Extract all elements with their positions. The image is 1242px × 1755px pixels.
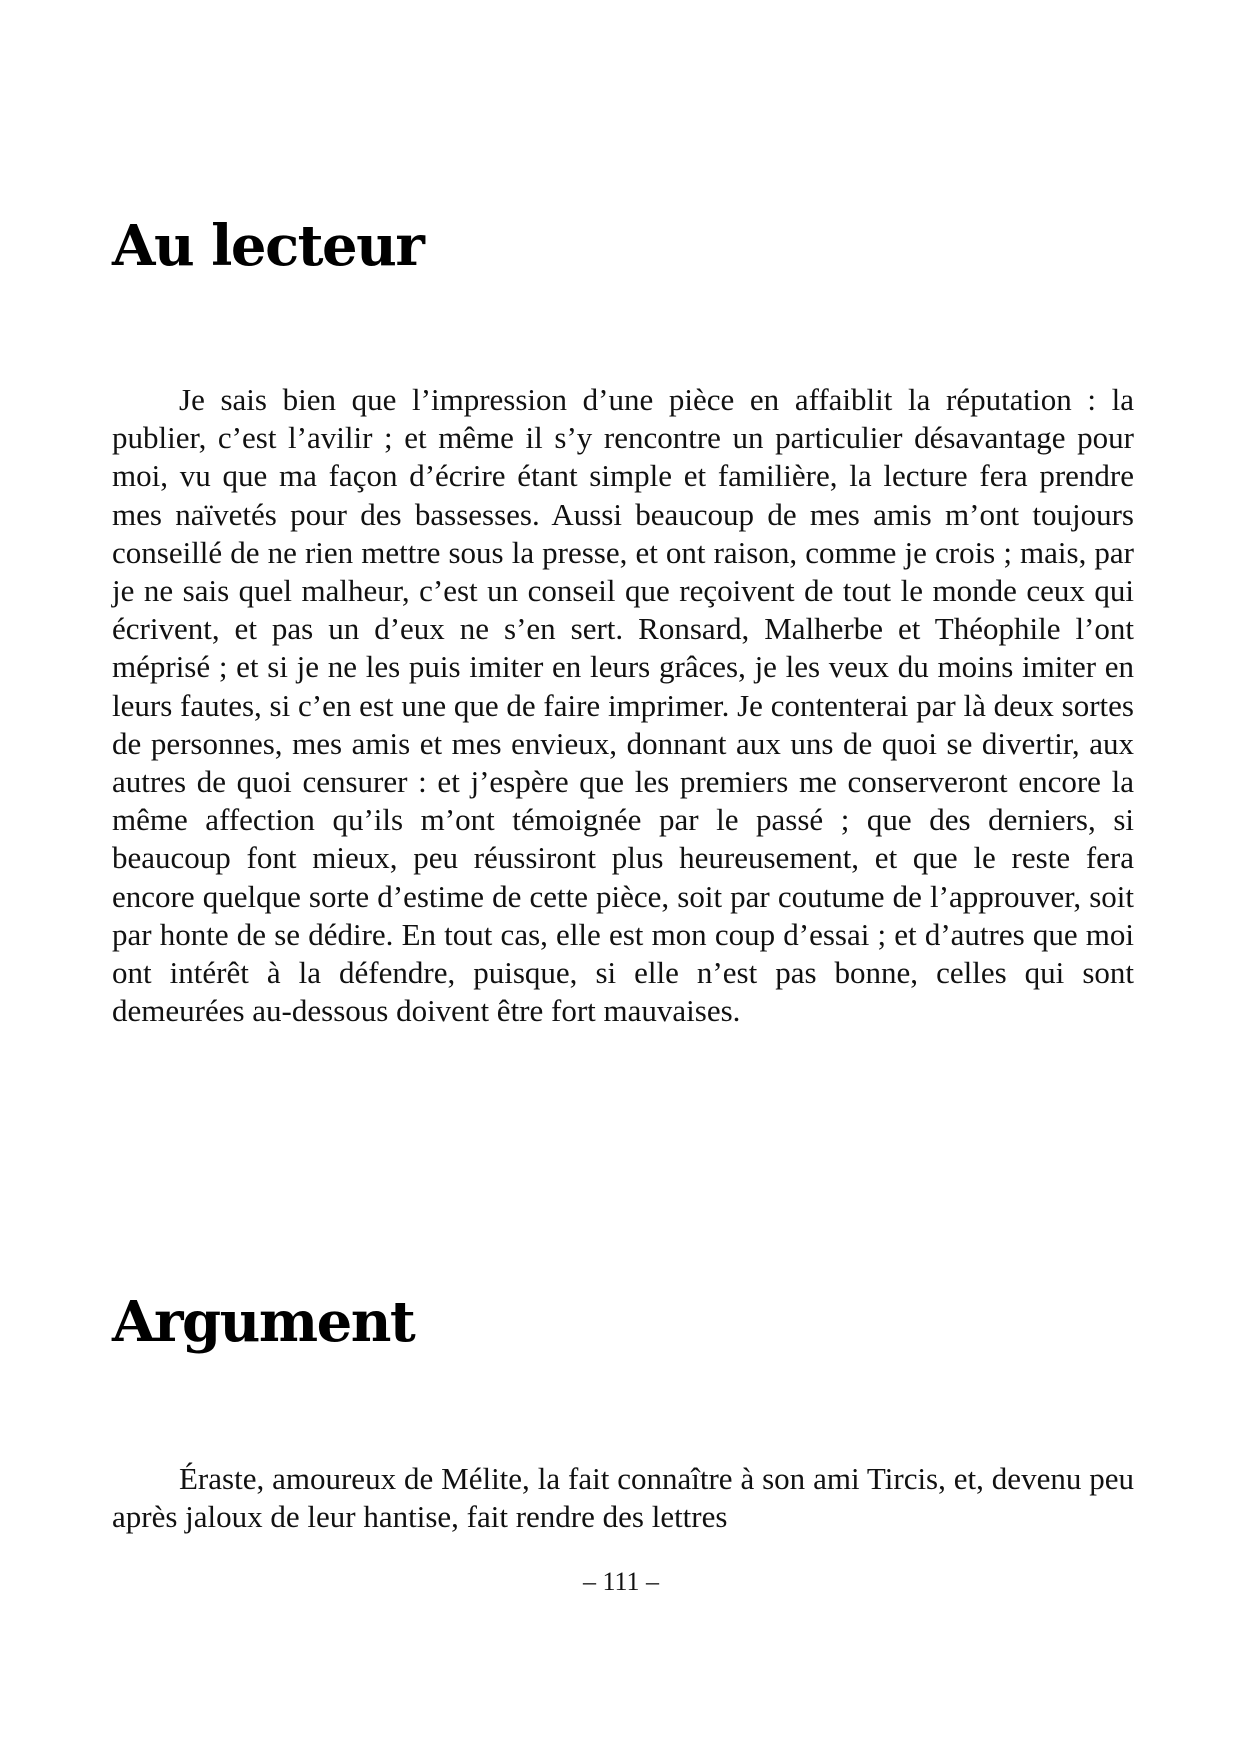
section-title-au-lecteur: Au lecteur (112, 213, 424, 279)
paragraph-argument: Éraste, amoureux de Mélite, la fait connaître à son ami Tircis, et, devenu peu après jaloux de leur hantise, fait rendre des lettres (112, 1461, 1134, 1535)
section-title-argument: Argument (112, 1289, 415, 1355)
page-number: – 111 – (582, 1567, 660, 1596)
paragraph-au-lecteur: Je sais bien que l’impression d’une pièce en affaiblit la réputation : la publier, c’est l’avilir ; et même il s’y rencontre un particulier désavantage pour moi, vu que ma façon d’écrire étant simple et familière, la lecture fera prendre mes naïvetés pour des bassesses. Aussi beaucoup de mes amis m’ont toujours conseillé de ne rien mettre sous la presse, et ont raison, comme je crois ; mais, par je ne sais quel malheur, c’est un conseil que reçoivent de tout le monde ceux qui écrivent, et pas un d’eux ne s’en sert. Ronsard, Malherbe et Théophile l’ont méprisé ; et si je ne les puis imiter en leurs grâces, je les veux du moins imiter en leurs fautes, si c’en est une que de faire imprimer. Je contenterai par là deux sortes de personnes, mes amis et mes envieux, donnant aux uns de quoi se divertir, aux autres de quoi censurer : et j’espère que les premiers me conserveront encore la même affection qu’ils m’ont témoignée par le passé ; que des derniers, si beaucoup font mieux, peu réussiront plus heureusement, et que le reste fera encore quelque sorte d’estime de cette pièce, soit par coutume de l’approuver, soit par honte de se dédire. En tout cas, elle est mon coup d’essai ; et d’autres que moi ont intérêt à la défendre, puisque, si elle n’est pas bonne, celles qui sont demeurées au-dessous doivent être fort mauvaises. (112, 382, 1134, 1029)
